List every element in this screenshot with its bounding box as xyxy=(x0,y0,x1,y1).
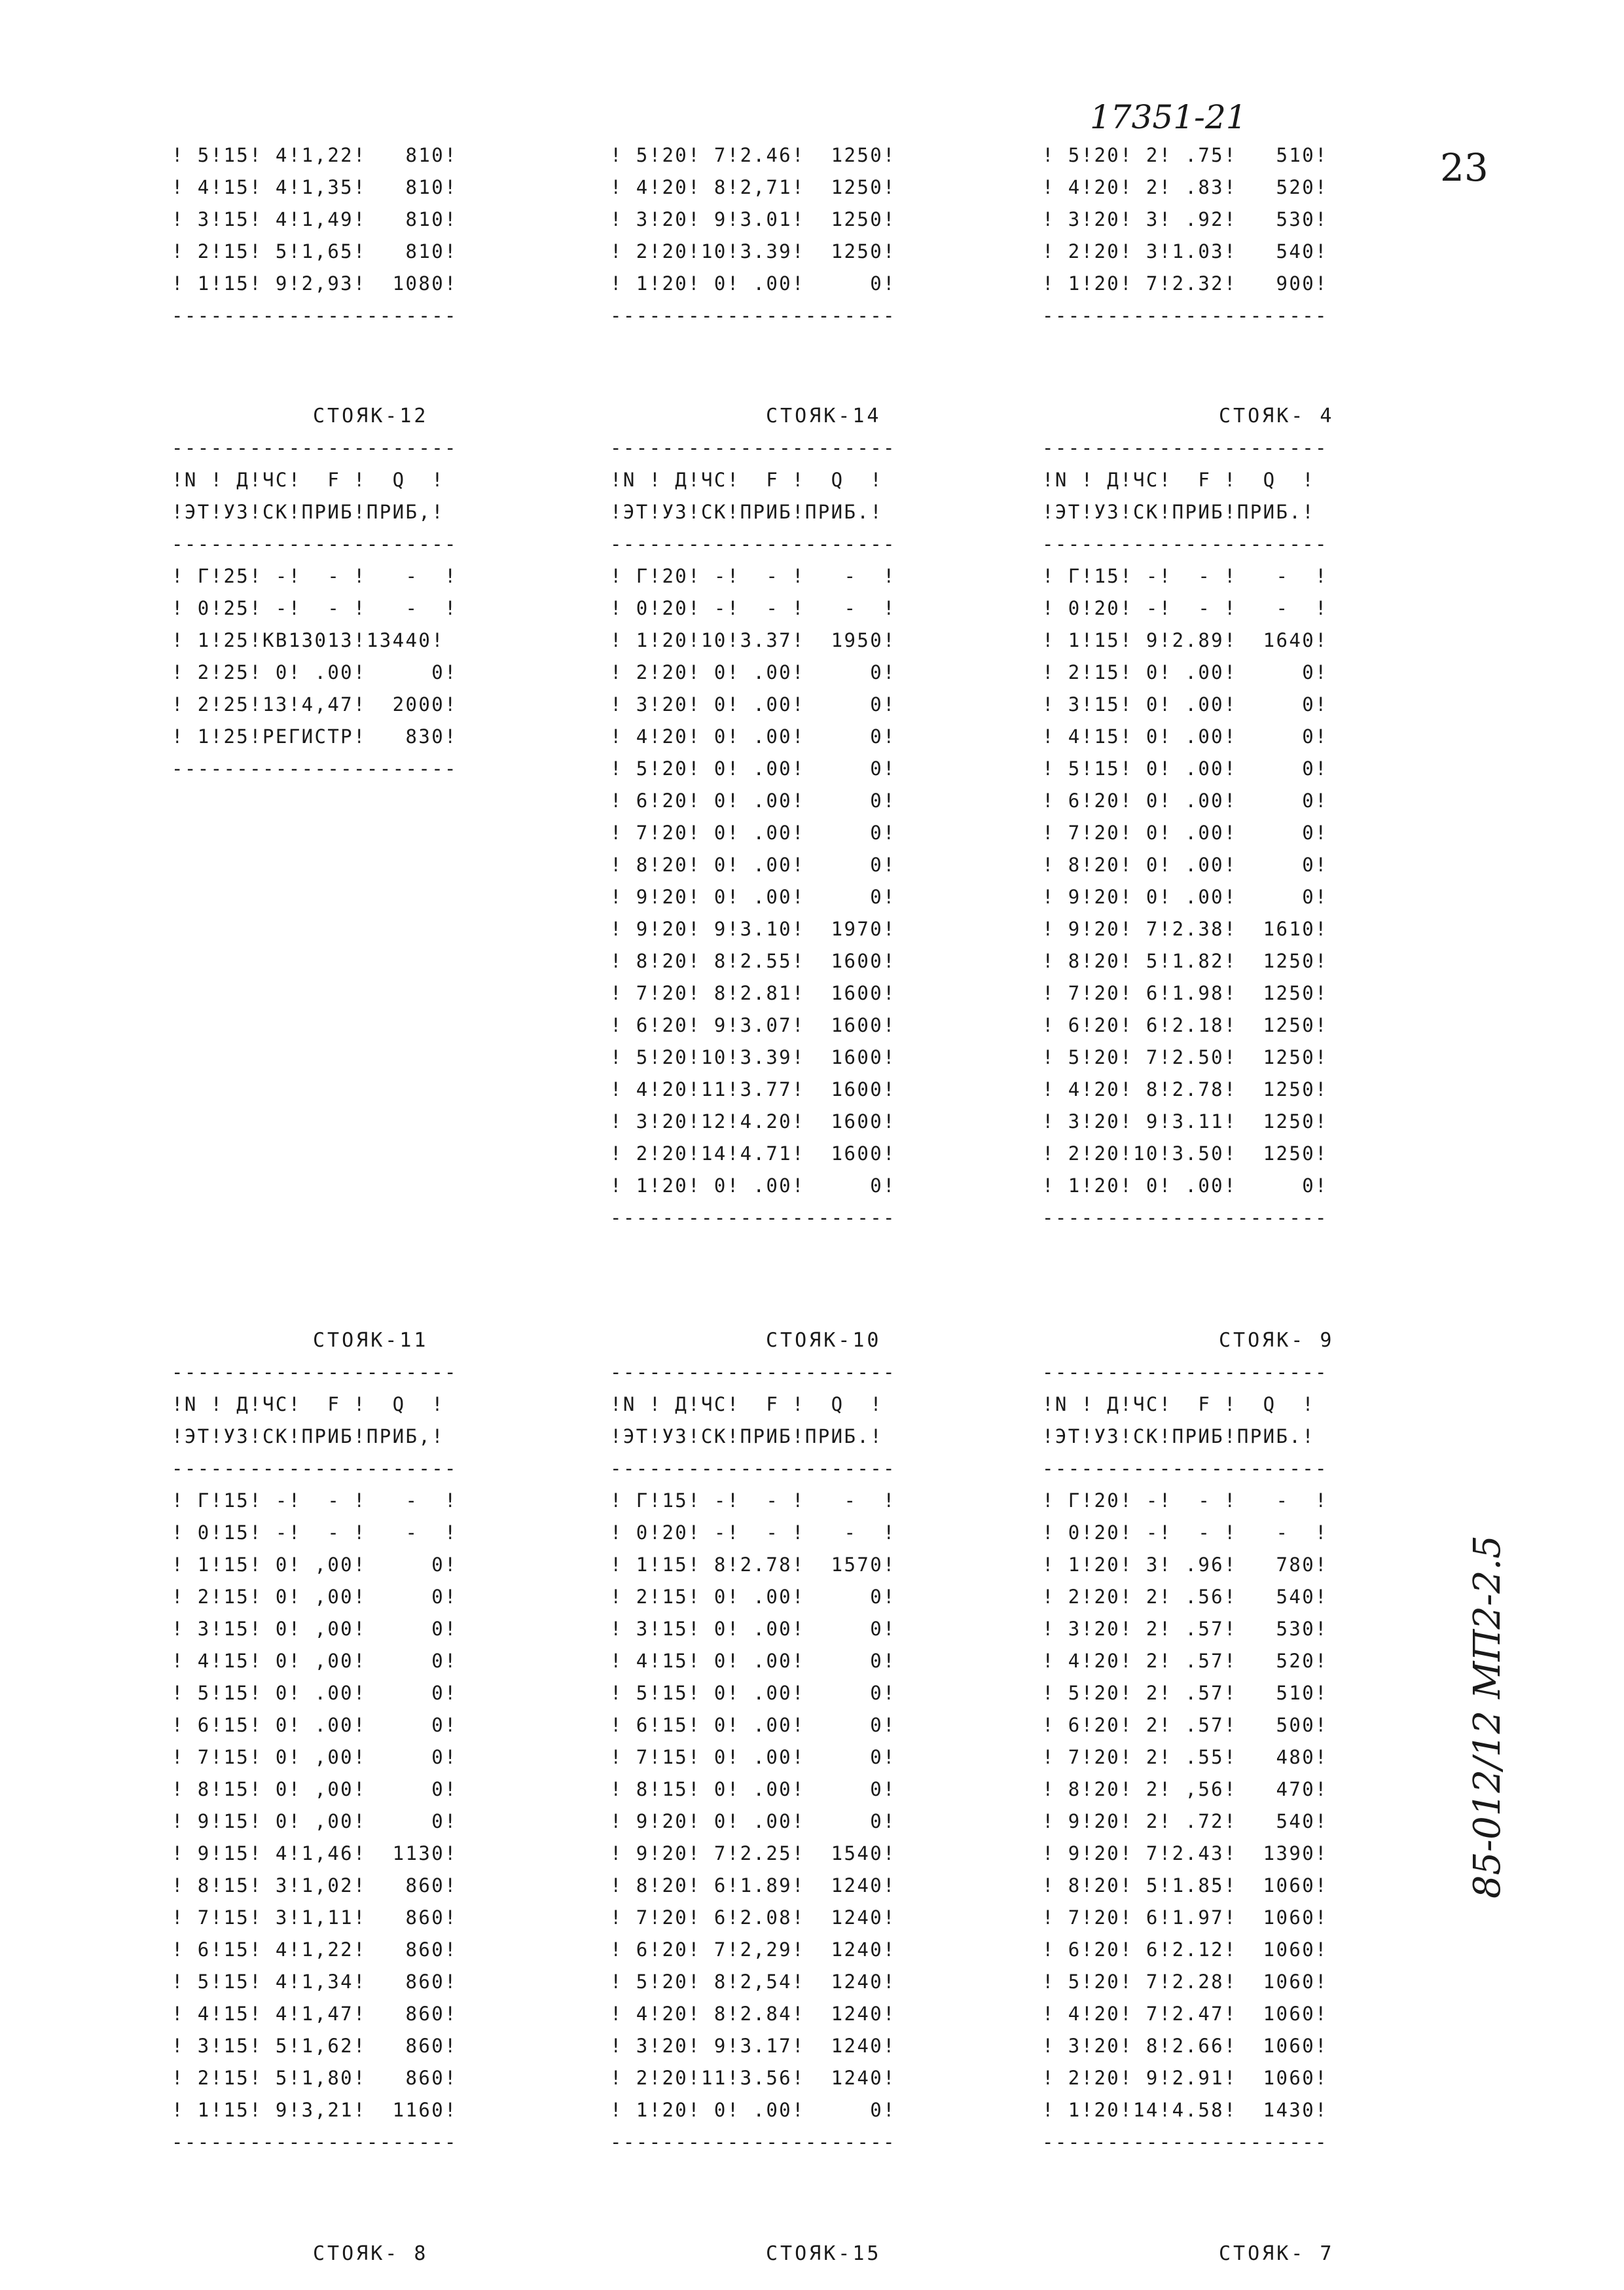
riser-title: СТОЯК-12 xyxy=(313,405,429,427)
table-row: ! 5!15! 0! .00! 0! xyxy=(1042,757,1328,780)
table-header-row: !N ! Д!ЧС! F ! Q ! xyxy=(1042,469,1316,491)
table-row: ! 1!25!РЕГИСТР! 830! xyxy=(171,725,458,748)
table-row: ! 2!20!10!3.50! 1250! xyxy=(1042,1142,1328,1165)
riser-title: СТОЯК-14 xyxy=(766,405,882,427)
table-row: ! 1!15! 0! ,00! 0! xyxy=(171,1554,458,1576)
table-row: ! 3!15! 0! .00! 0! xyxy=(1042,693,1328,716)
table-row: ! 0!25! -! - ! - ! xyxy=(171,597,458,619)
table-row: ! 7!20! 0! .00! 0! xyxy=(610,822,896,844)
table-row: ! 6!20! 9!3.07! 1600! xyxy=(610,1014,896,1036)
table-row: ! 6!20! 6!2.18! 1250! xyxy=(1042,1014,1328,1036)
table-row: ! 2!15! 5!1,80! 860! xyxy=(171,2067,458,2089)
riser-table-4 xyxy=(1042,432,1328,1234)
side-document-code: 85-012/12 МП2-2.5 xyxy=(1466,1535,1509,1899)
table-row: ! 8!20! 5!1.82! 1250! xyxy=(1042,950,1328,972)
table-header-row: !ЭТ!УЗ!СК!ПРИБ!ПРИБ.! xyxy=(1042,1425,1316,1447)
table-row: ! 2!20!11!3.56! 1240! xyxy=(610,2067,896,2089)
table-row: ! 3!20!12!4.20! 1600! xyxy=(610,1110,896,1133)
table-header-row: !ЭТ!УЗ!СК!ПРИБ!ПРИБ,! xyxy=(171,501,445,523)
table-rule: ---------------------- xyxy=(610,304,896,327)
table-rule: ---------------------- xyxy=(171,2131,458,2153)
table-header-row: !N ! Д!ЧС! F ! Q ! xyxy=(171,469,445,491)
table-row: ! 5!20! 7!2.46! 1250! xyxy=(610,144,896,166)
riser-table-14 xyxy=(610,432,896,1234)
table-row: ! 5!20!10!3.39! 1600! xyxy=(610,1046,896,1068)
riser-title: СТОЯК- 8 xyxy=(313,2242,429,2265)
table-rule: ---------------------- xyxy=(171,304,458,327)
table-row: ! 9!20! 0! .00! 0! xyxy=(610,886,896,908)
table-row: ! Г!20! -! - ! - ! xyxy=(1042,1489,1328,1512)
table-row: ! 2!20!10!3.39! 1250! xyxy=(610,240,896,263)
table-header-row: !N ! Д!ЧС! F ! Q ! xyxy=(171,1393,445,1415)
table-row: ! 4!15! 0! ,00! 0! xyxy=(171,1650,458,1672)
table-row: ! 5!20! 2! .57! 510! xyxy=(1042,1682,1328,1704)
table-header-row: !N ! Д!ЧС! F ! Q ! xyxy=(610,1393,884,1415)
table-row: ! 7!20! 8!2.81! 1600! xyxy=(610,982,896,1004)
table-row: ! 5!15! 0! .00! 0! xyxy=(171,1682,458,1704)
table-row: ! 8!20! 5!1.85! 1060! xyxy=(1042,1874,1328,1897)
table-row: ! 4!15! 0! .00! 0! xyxy=(1042,725,1328,748)
table-row: ! 6!20! 6!2.12! 1060! xyxy=(1042,1938,1328,1961)
table-row: ! 8!20! 0! .00! 0! xyxy=(610,854,896,876)
table-row: ! 3!15! 5!1,62! 860! xyxy=(171,2035,458,2057)
table-row: ! 7!20! 6!1.98! 1250! xyxy=(1042,982,1328,1004)
table-row: ! 1!20! 0! .00! 0! xyxy=(610,1174,896,1197)
table-rule: ---------------------- xyxy=(1042,1361,1328,1383)
table-row: ! 0!20! -! - ! - ! xyxy=(1042,1521,1328,1544)
table-row: ! 3!15! 0! .00! 0! xyxy=(610,1618,896,1640)
table-row: ! 1!20! 3! .96! 780! xyxy=(1042,1554,1328,1576)
table-row: ! 0!15! -! - ! - ! xyxy=(171,1521,458,1544)
riser-table-9 xyxy=(1042,1356,1328,2158)
table-row: ! 2!20! 2! .56! 540! xyxy=(1042,1586,1328,1608)
table-row: ! 1!25!КВ13013!13440! xyxy=(171,629,445,651)
table-rule: ---------------------- xyxy=(1042,1457,1328,1480)
riser-table-10 xyxy=(610,1356,896,2158)
table-header-row: !ЭТ!УЗ!СК!ПРИБ!ПРИБ.! xyxy=(1042,501,1316,523)
table-row: ! 4!20! 0! .00! 0! xyxy=(610,725,896,748)
top-block-2 xyxy=(610,139,896,332)
table-row: ! 9!15! 0! ,00! 0! xyxy=(171,1810,458,1832)
table-row: ! 1!20!14!4.58! 1430! xyxy=(1042,2099,1328,2121)
table-row: ! 9!20! 9!3.10! 1970! xyxy=(610,918,896,940)
riser-title: СТОЯК- 9 xyxy=(1219,1329,1335,1352)
table-row: ! 2!20! 9!2.91! 1060! xyxy=(1042,2067,1328,2089)
table-row: ! 4!20!11!3.77! 1600! xyxy=(610,1078,896,1100)
table-rule: ---------------------- xyxy=(610,2131,896,2153)
table-row: ! 1!15! 9!2.89! 1640! xyxy=(1042,629,1328,651)
table-header-row: !N ! Д!ЧС! F ! Q ! xyxy=(610,469,884,491)
table-row: ! 4!15! 4!1,35! 810! xyxy=(171,176,458,198)
table-row: ! 1!20! 0! .00! 0! xyxy=(610,2099,896,2121)
table-row: ! 9!20! 2! .72! 540! xyxy=(1042,1810,1328,1832)
table-row: ! 6!15! 4!1,22! 860! xyxy=(171,1938,458,1961)
table-row: ! 3!20! 3! .92! 530! xyxy=(1042,208,1328,230)
table-row: ! 5!20! 8!2,54! 1240! xyxy=(610,1971,896,1993)
table-rule: ---------------------- xyxy=(1042,533,1328,555)
table-rule: ---------------------- xyxy=(610,533,896,555)
table-row: ! 7!20! 6!1.97! 1060! xyxy=(1042,1906,1328,1929)
table-row: ! Г!15! -! - ! - ! xyxy=(610,1489,896,1512)
table-row: ! 2!15! 0! .00! 0! xyxy=(610,1586,896,1608)
table-row: ! 6!15! 0! .00! 0! xyxy=(171,1714,458,1736)
table-row: ! 1!20!10!3.37! 1950! xyxy=(610,629,896,651)
table-row: ! 2!20! 0! .00! 0! xyxy=(610,661,896,683)
table-row: ! 3!20! 2! .57! 530! xyxy=(1042,1618,1328,1640)
table-row: ! 3!20! 9!3.11! 1250! xyxy=(1042,1110,1328,1133)
table-rule: ---------------------- xyxy=(171,533,458,555)
table-rule: ---------------------- xyxy=(1042,437,1328,459)
riser-title: СТОЯК-15 xyxy=(766,2242,882,2265)
table-rule: ---------------------- xyxy=(171,1457,458,1480)
table-row: ! 4!20! 7!2.47! 1060! xyxy=(1042,2003,1328,2025)
table-row: ! 8!15! 3!1,02! 860! xyxy=(171,1874,458,1897)
table-row: ! 6!20! 0! .00! 0! xyxy=(610,790,896,812)
table-row: ! 1!15! 8!2.78! 1570! xyxy=(610,1554,896,1576)
table-row: ! 8!15! 0! ,00! 0! xyxy=(171,1778,458,1800)
table-row: ! 8!15! 0! .00! 0! xyxy=(610,1778,896,1800)
table-row: ! Г!20! -! - ! - ! xyxy=(610,565,896,587)
riser-title: СТОЯК- 4 xyxy=(1219,405,1335,427)
table-row: ! 1!15! 9!2,93! 1080! xyxy=(171,272,458,295)
table-header-row: !ЭТ!УЗ!СК!ПРИБ!ПРИБ.! xyxy=(610,1425,884,1447)
riser-title: СТОЯК- 7 xyxy=(1219,2242,1335,2265)
table-rule: ---------------------- xyxy=(171,1361,458,1383)
page-reference-handwritten: 17351-21 xyxy=(1090,98,1247,136)
table-row: ! 4!20! 8!2,71! 1250! xyxy=(610,176,896,198)
table-row: ! 6!20! 7!2,29! 1240! xyxy=(610,1938,896,1961)
table-row: ! 2!15! 5!1,65! 810! xyxy=(171,240,458,263)
table-row: ! 9!15! 4!1,46! 1130! xyxy=(171,1842,458,1864)
table-row: ! 4!15! 4!1,47! 860! xyxy=(171,2003,458,2025)
table-row: ! 5!20! 7!2.50! 1250! xyxy=(1042,1046,1328,1068)
table-row: ! 1!20! 7!2.32! 900! xyxy=(1042,272,1328,295)
table-row: ! 4!20! 8!2.78! 1250! xyxy=(1042,1078,1328,1100)
table-row: ! 4!20! 8!2.84! 1240! xyxy=(610,2003,896,2025)
table-row: ! Г!25! -! - ! - ! xyxy=(171,565,458,587)
table-row: ! 2!25!13!4,47! 2000! xyxy=(171,693,458,716)
table-rule: ---------------------- xyxy=(1042,1207,1328,1229)
table-rule: ---------------------- xyxy=(1042,304,1328,327)
table-row: ! 8!20! 2! ,56! 470! xyxy=(1042,1778,1328,1800)
table-row: ! 9!20! 7!2.43! 1390! xyxy=(1042,1842,1328,1864)
table-rule: ---------------------- xyxy=(610,437,896,459)
table-row: ! 8!20! 8!2.55! 1600! xyxy=(610,950,896,972)
table-row: ! 1!15! 9!3,21! 1160! xyxy=(171,2099,458,2121)
table-rule: ---------------------- xyxy=(171,437,458,459)
table-header-row: !ЭТ!УЗ!СК!ПРИБ!ПРИБ,! xyxy=(171,1425,445,1447)
table-row: ! 9!20! 0! .00! 0! xyxy=(610,1810,896,1832)
table-row: ! 5!15! 0! .00! 0! xyxy=(610,1682,896,1704)
table-row: ! 3!20! 9!3.01! 1250! xyxy=(610,208,896,230)
table-row: ! 4!20! 2! .57! 520! xyxy=(1042,1650,1328,1672)
table-row: ! 2!20! 3!1.03! 540! xyxy=(1042,240,1328,263)
table-header-row: !ЭТ!УЗ!СК!ПРИБ!ПРИБ.! xyxy=(610,501,884,523)
table-row: ! 6!20! 2! .57! 500! xyxy=(1042,1714,1328,1736)
table-rule: ---------------------- xyxy=(171,757,458,780)
table-row: ! 4!15! 0! .00! 0! xyxy=(610,1650,896,1672)
table-row: ! 2!15! 0! ,00! 0! xyxy=(171,1586,458,1608)
table-row: ! 6!20! 0! .00! 0! xyxy=(1042,790,1328,812)
table-rule: ---------------------- xyxy=(610,1207,896,1229)
table-row: ! 8!20! 0! .00! 0! xyxy=(1042,854,1328,876)
table-row: ! 7!15! 3!1,11! 860! xyxy=(171,1906,458,1929)
table-rule: ---------------------- xyxy=(610,1457,896,1480)
table-header-row: !N ! Д!ЧС! F ! Q ! xyxy=(1042,1393,1316,1415)
table-row: ! 7!20! 6!2.08! 1240! xyxy=(610,1906,896,1929)
table-row: ! 2!20!14!4.71! 1600! xyxy=(610,1142,896,1165)
page-number-handwritten: 23 xyxy=(1440,145,1489,190)
table-row: ! 3!20! 9!3.17! 1240! xyxy=(610,2035,896,2057)
riser-title: СТОЯК-11 xyxy=(313,1329,429,1352)
table-row: ! 4!20! 2! .83! 520! xyxy=(1042,176,1328,198)
table-row: ! 2!15! 0! .00! 0! xyxy=(1042,661,1328,683)
table-row: ! 5!20! 0! .00! 0! xyxy=(610,757,896,780)
table-row: ! 3!15! 0! ,00! 0! xyxy=(171,1618,458,1640)
table-row: ! 3!15! 4!1,49! 810! xyxy=(171,208,458,230)
table-row: ! 0!20! -! - ! - ! xyxy=(610,597,896,619)
table-row: ! 9!20! 7!2.25! 1540! xyxy=(610,1842,896,1864)
table-row: ! 7!15! 0! ,00! 0! xyxy=(171,1746,458,1768)
table-rule: ---------------------- xyxy=(1042,2131,1328,2153)
top-block-3 xyxy=(1042,139,1328,332)
riser-table-12 xyxy=(171,432,458,785)
table-row: ! 9!20! 7!2.38! 1610! xyxy=(1042,918,1328,940)
table-row: ! 9!20! 0! .00! 0! xyxy=(1042,886,1328,908)
table-row: ! 5!15! 4!1,22! 810! xyxy=(171,144,458,166)
table-row: ! 7!20! 0! .00! 0! xyxy=(1042,822,1328,844)
riser-table-11 xyxy=(171,1356,458,2158)
table-row: ! 5!15! 4!1,34! 860! xyxy=(171,1971,458,1993)
table-row: ! Г!15! -! - ! - ! xyxy=(171,1489,458,1512)
table-row: ! 8!20! 6!1.89! 1240! xyxy=(610,1874,896,1897)
table-row: ! 5!20! 7!2.28! 1060! xyxy=(1042,1971,1328,1993)
table-row: ! 3!20! 8!2.66! 1060! xyxy=(1042,2035,1328,2057)
table-row: ! 7!15! 0! .00! 0! xyxy=(610,1746,896,1768)
table-row: ! 0!20! -! - ! - ! xyxy=(610,1521,896,1544)
table-row: ! 1!20! 0! .00! 0! xyxy=(610,272,896,295)
top-block-1 xyxy=(171,139,458,332)
table-row: ! 3!20! 0! .00! 0! xyxy=(610,693,896,716)
table-row: ! 6!15! 0! .00! 0! xyxy=(610,1714,896,1736)
table-row: ! 1!20! 0! .00! 0! xyxy=(1042,1174,1328,1197)
table-row: ! Г!15! -! - ! - ! xyxy=(1042,565,1328,587)
table-rule: ---------------------- xyxy=(610,1361,896,1383)
table-row: ! 5!20! 2! .75! 510! xyxy=(1042,144,1328,166)
table-row: ! 7!20! 2! .55! 480! xyxy=(1042,1746,1328,1768)
riser-title: СТОЯК-10 xyxy=(766,1329,882,1352)
table-row: ! 2!25! 0! .00! 0! xyxy=(171,661,458,683)
table-row: ! 0!20! -! - ! - ! xyxy=(1042,597,1328,619)
